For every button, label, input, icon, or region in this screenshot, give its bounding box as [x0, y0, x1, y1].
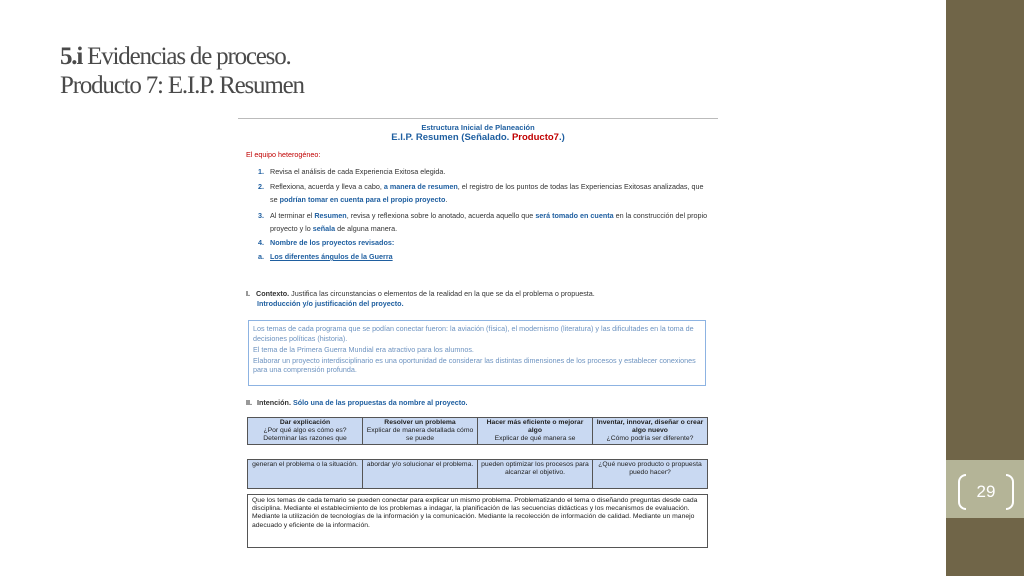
- context-paragraph: Los temas de cada programa que se podían conectar fueron: la aviación (física), el modernismo (literatura) y las dificultades en la toma de decisiones políticas (historia).: [253, 324, 694, 343]
- item-text: [270, 209, 710, 235]
- item3-a: Al terminar el: [270, 211, 315, 220]
- doc-heading1: Estructura Inicial de Planeación: [421, 123, 535, 132]
- item2-b: a manera de resumen: [383, 182, 458, 191]
- context-paragraph: El tema de la Primera Guerra Mundial era atractivo para los alumnos.: [253, 344, 474, 354]
- equipo-label: El equipo heterogéneo:: [246, 150, 321, 159]
- intention-table-row: [247, 459, 708, 489]
- item-number: 3.: [258, 211, 264, 220]
- intencion-label: Intención.: [257, 398, 291, 407]
- contexto-line: [246, 289, 711, 299]
- project-link: Los diferentes ángulos de la Guerra: [270, 252, 393, 261]
- item-number: 4.: [258, 238, 264, 247]
- item3-g: de alguna manera.: [335, 224, 398, 233]
- table-cell: pueden optimizar los procesos para alcanzar el objetivo.: [478, 460, 593, 489]
- item-number: 2.: [258, 182, 264, 191]
- item3-b: Resumen: [314, 211, 347, 220]
- table-cell: [248, 418, 363, 445]
- table-cell: ¿Qué nuevo producto o propuesta puedo hacer?: [593, 460, 708, 489]
- intention-table-head: [247, 417, 708, 445]
- intencion-line: [246, 398, 711, 408]
- cell-title: Inventar, innovar, diseñar o crear algo nuevo: [596, 419, 704, 434]
- item-text: Revisa el análisis de cada Experiencia Exitosa elegida.: [270, 167, 446, 176]
- item-text: [270, 180, 710, 206]
- page-number: 29: [976, 482, 996, 501]
- contexto-sub: Introducción y/o justificación del proyecto.: [257, 299, 404, 308]
- item-text: Nombre de los proyectos revisados:: [270, 238, 395, 247]
- item2-e: .: [445, 195, 448, 204]
- item3-d: será tomado en cuenta: [535, 211, 614, 220]
- item2-d: podrían tomar en cuenta para el propio proyecto: [279, 195, 446, 204]
- contexto-text: Justifica las circunstancias o elementos de la realidad en la que se da el problema o propuesta.: [289, 289, 595, 298]
- title-line1: Evidencias de proceso.: [87, 43, 291, 70]
- heading2-red: Producto7: [511, 132, 559, 143]
- intencion-text: Sólo una de las propuestas da nombre al proyecto.: [290, 398, 468, 407]
- table-cell: [363, 418, 478, 445]
- cell-title: Dar explicación: [279, 419, 331, 426]
- cell-sub: ¿Cómo podría ser diferente?: [606, 435, 694, 442]
- title-number: 5.i: [60, 43, 83, 70]
- item-number: a.: [258, 252, 264, 261]
- cell-title: Hacer más eficiente o mejorar algo: [486, 419, 584, 434]
- table-cell: abordar y/o solucionar el problema.: [363, 460, 478, 489]
- cell-title: Resolver un problema: [384, 419, 456, 426]
- heading2-part-a: E.I.P. Resumen (Señalado.: [391, 132, 512, 143]
- item2-c: , el registro de los puntos de todas las Experiencias Exitosas analizadas, que se: [270, 182, 704, 204]
- final-paragraph: Que los temas de cada temario se pueden conectar para explicar un mismo problema. Problematizando el tema o diseñando preguntas desde cada disciplina. Mediante el establecimiento de los problemas a indagar, la planificación de las secuencias didácticas y los mecanismos de evaluación. Mediante la utilización de tecnologías de la información y la comunicación. Mediante la recolección de información de calidad. Mediante un manejo adecuado y eficiente de la información.: [247, 494, 708, 548]
- top-rule: [238, 118, 718, 119]
- intencion-number: II.: [246, 398, 252, 407]
- document-image: [238, 118, 718, 550]
- table-cell: [478, 418, 593, 445]
- slide-title: [60, 42, 480, 100]
- heading2-part-b: .): [558, 132, 565, 143]
- doc-heading2: [238, 133, 718, 143]
- contexto-number: I.: [246, 289, 250, 298]
- item-number: 1.: [258, 167, 264, 176]
- cell-sub: Explicar de manera detallada cómo se puede: [366, 427, 474, 442]
- contexto-label: Contexto.: [256, 289, 290, 298]
- title-line2: Producto 7: E.I.P. Resumen: [60, 72, 304, 99]
- item3-e: en la construcción del propio proyecto y lo: [270, 211, 708, 233]
- cell-sub: ¿Por qué algo es cómo es? Determinar las razones que: [263, 427, 347, 442]
- table-cell: generan el problema o la situación.: [248, 460, 363, 489]
- item3-f: señala: [312, 224, 336, 233]
- item2-a: Reflexiona, acuerda y lleva a cabo,: [270, 182, 384, 191]
- cell-sub: Explicar de qué manera se: [494, 435, 576, 442]
- context-box: [248, 320, 706, 386]
- table-cell: [593, 418, 708, 445]
- item3-c: , revisa y reflexiona sobre lo anotado, acuerda aquello que: [346, 211, 536, 220]
- context-paragraph: Elaborar un proyecto interdisciplinario es una oportunidad de considerar las distintas dimensiones de los procesos y establecer conexiones para una comprensión profunda.: [253, 355, 696, 374]
